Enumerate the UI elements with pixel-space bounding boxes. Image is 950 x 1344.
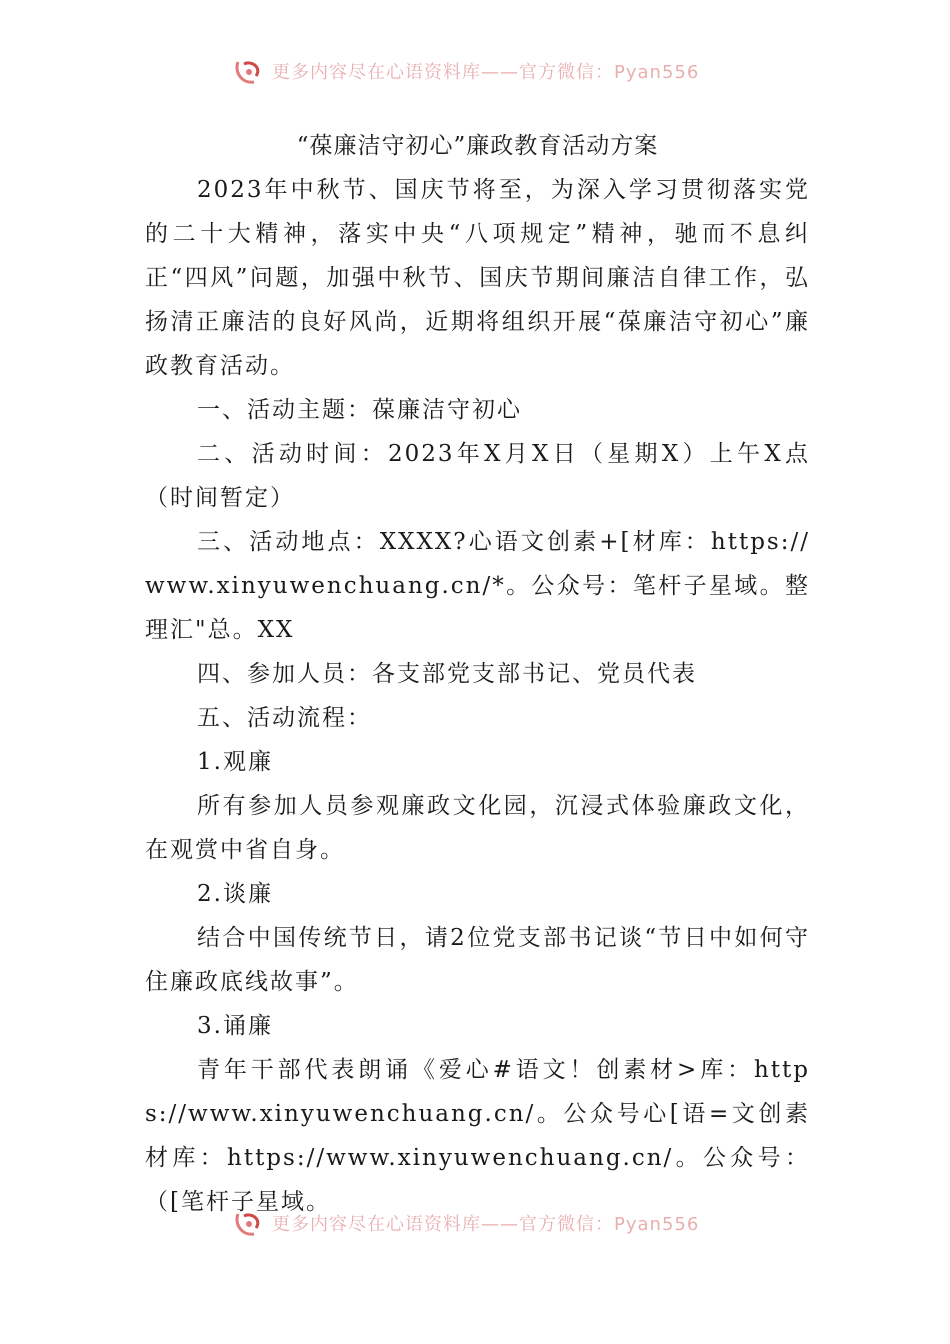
intro-paragraph: 2023年中秋节、国庆节将至，为深入学习贯彻落实党的二十大精神，落实中央“八项规定”精神，驰而不息纠正“四风”问题，加强中秋节、国庆节期间廉洁自律工作，弘扬清正廉洁的良好风尚，近期将组织开展“葆廉洁守初心”廉政教育活动。 [145, 177, 810, 379]
section-process-heading: 五、活动流程： [197, 705, 372, 731]
step3-body: 青年干部代表朗诵《爱心#语文！创素材>库：https://www.xinyuwenchuang.cn/。公众号心[语=文创素材库：https://www.xinyuwenchuang.cn/。公众号：（[笔杆子星域。 [145, 1057, 810, 1215]
step1-title: 1.观廉 [197, 749, 273, 775]
watermark-text: 更多内容尽在心语资料库——官方微信：Pyan556 [272, 62, 700, 83]
logo-icon [232, 1206, 266, 1240]
header-watermark [232, 54, 752, 88]
step2-body: 结合中国传统节日，请2位党支部书记谈“节日中如何守住廉政底线故事”。 [145, 925, 810, 995]
section-time: 二、活动时间：2023年X月X日（星期X）上午X点（时间暂定） [145, 441, 810, 511]
step3-title: 3.诵廉 [197, 1013, 273, 1039]
step1-body: 所有参加人员参观廉政文化园，沉浸式体验廉政文化，在观赏中省自身。 [145, 793, 810, 863]
section-participants: 四、参加人员：各支部党支部书记、党员代表 [197, 661, 697, 687]
step2-title: 2.谈廉 [197, 881, 273, 907]
section-location: 三、活动地点：XXXX?心语文创素+[材库：https://www.xinyuwenchuang.cn/*。公众号：笔杆子星域。整理汇"总。XX [145, 529, 810, 643]
section-theme: 一、活动主题：葆廉洁守初心 [197, 397, 522, 423]
footer-watermark [232, 1206, 752, 1240]
watermark-text: 更多内容尽在心语资料库——官方微信：Pyan556 [272, 1214, 700, 1235]
document-title: “葆廉洁守初心”廉政教育活动方案 [296, 133, 659, 159]
document-body [145, 124, 810, 1224]
logo-icon [232, 54, 266, 88]
